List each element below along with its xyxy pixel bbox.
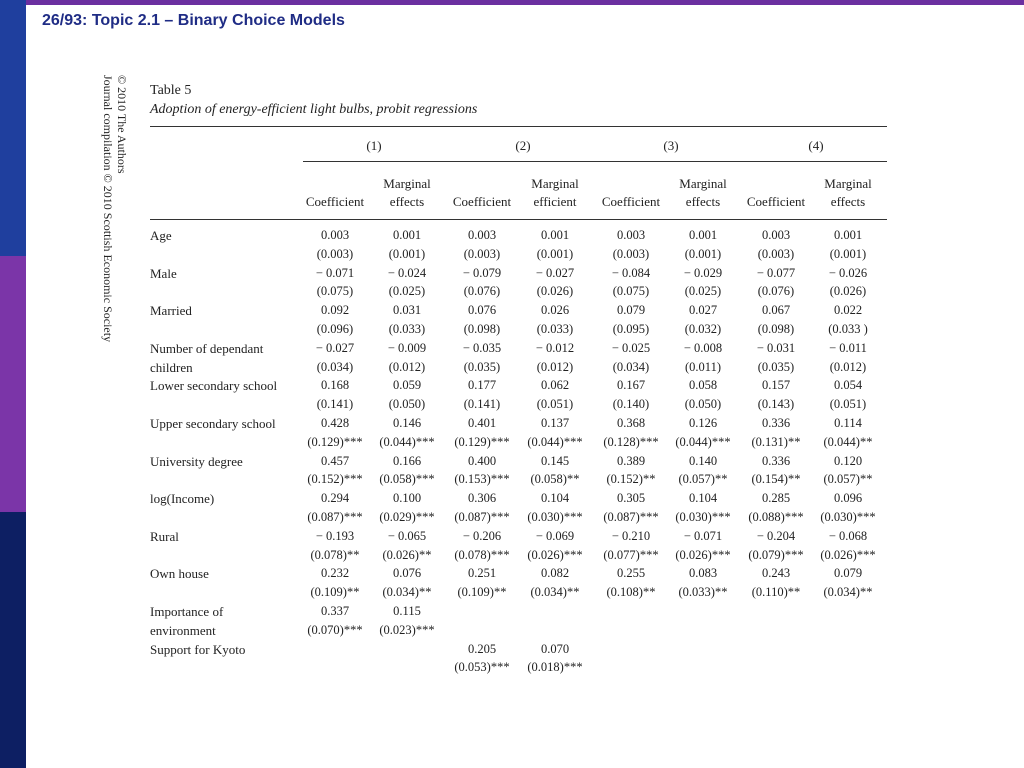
row-label: University degree: [150, 453, 243, 469]
table-cell: 0.336: [761, 453, 791, 468]
table-cell: 0.001: [540, 228, 570, 242]
table-cell: 0.146: [392, 416, 422, 430]
table-cell: (0.026)***: [675, 547, 731, 562]
column-header-rule: [150, 219, 887, 220]
table-cell: − 0.027: [315, 340, 355, 355]
column-header: [663, 175, 743, 211]
table-cell: − 0.025: [611, 340, 651, 355]
table-cell: − 0.065: [387, 528, 427, 543]
model-header-2: (2): [515, 138, 531, 153]
table-cell: (0.035): [757, 359, 795, 374]
table-caption: Adoption of energy-efficient light bulbs, probit regressions: [150, 102, 478, 117]
table-cell: 0.022: [833, 303, 863, 318]
table-cell: − 0.035: [462, 340, 502, 355]
table-cell: 0.096: [833, 491, 863, 506]
table-cell: − 0.029: [683, 265, 723, 280]
table-cell: − 0.068: [828, 528, 868, 543]
table-cell: − 0.206: [462, 528, 502, 543]
table-cell: (0.001): [829, 246, 867, 261]
table-cell: 0.001: [833, 228, 863, 242]
table-cell: − 0.009: [387, 340, 427, 355]
table-cell: (0.030)***: [527, 510, 583, 524]
table-cell: − 0.204: [756, 528, 796, 543]
table-cell: (0.129)***: [307, 434, 363, 449]
column-header-line: effects: [685, 194, 721, 209]
table-cell: (0.128)***: [603, 434, 659, 449]
table-cell: (0.109)**: [457, 585, 507, 600]
table-cell: − 0.026: [828, 265, 868, 280]
table-cell: (0.026): [829, 284, 867, 299]
table-cell: (0.152)**: [606, 472, 656, 487]
row-label: Age: [150, 228, 172, 243]
table-cell: (0.030)***: [820, 510, 876, 524]
table-cell: 0.428: [320, 416, 350, 430]
table-cell: (0.026)***: [820, 547, 876, 562]
table-cell: (0.079)***: [748, 547, 804, 562]
table-cell: (0.070)***: [307, 622, 363, 637]
row-label: Importance of: [150, 604, 224, 619]
table-cell: 0.166: [392, 453, 422, 468]
table-label: Table 5: [150, 83, 192, 98]
table-cell: 0.003: [320, 228, 350, 242]
table-cell: (0.075): [316, 284, 354, 299]
column-header-line: Marginal: [679, 176, 727, 191]
table-cell: (0.033 ): [828, 322, 868, 336]
table-cell: 0.079: [833, 566, 863, 581]
table-cell: (0.003): [612, 246, 650, 261]
table-cell: 0.177: [467, 378, 497, 393]
table-cell: (0.078)***: [454, 547, 510, 562]
table-cell: (0.034)**: [530, 585, 580, 600]
table-cell: (0.057)**: [823, 472, 873, 487]
table-cell: (0.034): [316, 359, 354, 374]
table-cell: (0.078)**: [310, 547, 360, 562]
row-label: Support for Kyoto: [150, 641, 246, 657]
row-label: Married: [150, 303, 192, 319]
column-header: [367, 175, 447, 211]
table-cell: (0.087)***: [307, 510, 363, 524]
table-cell: (0.076): [463, 284, 501, 299]
table-cell: 0.076: [392, 566, 422, 581]
table-cell: 0.306: [467, 491, 497, 506]
row-label: Male: [150, 265, 177, 281]
row-label: Own house: [150, 566, 209, 582]
table-cell: 0.001: [688, 228, 718, 242]
table-cell: (0.012): [536, 359, 574, 374]
rotated-copyright-credit: [101, 75, 129, 375]
table-cell: (0.096): [316, 322, 354, 336]
table-cell: 0.120: [833, 453, 863, 468]
table-cell: − 0.079: [462, 265, 502, 280]
table-cell: (0.154)**: [751, 472, 801, 487]
table-cell: 0.001: [392, 228, 422, 242]
table-cell: (0.095): [612, 322, 650, 336]
table-cell: (0.044)***: [675, 434, 731, 449]
row-label: log(Income): [150, 491, 215, 507]
table-cell: − 0.210: [611, 528, 651, 543]
column-header-line: Coefficient: [305, 194, 365, 209]
row-label: Number of dependant: [150, 340, 264, 356]
table-cell: (0.001): [388, 246, 426, 261]
table-cell: 0.067: [761, 303, 791, 318]
column-header: [295, 193, 375, 211]
table-cell: 0.003: [467, 228, 497, 242]
table-cell: 0.232: [320, 566, 350, 581]
model-header-4: (4): [808, 138, 824, 153]
top-accent-bar: [0, 0, 1024, 5]
table-cell: 0.054: [833, 378, 863, 393]
table-cell: (0.141): [463, 397, 501, 412]
table-cell: 0.104: [688, 491, 718, 506]
column-header: [515, 175, 595, 211]
table-cell: 0.059: [392, 378, 422, 393]
table-cell: (0.057)**: [678, 472, 728, 487]
table-cell: − 0.071: [315, 265, 355, 280]
table-cell: (0.058)**: [530, 472, 580, 487]
table-cell: (0.001): [684, 246, 722, 261]
table-cell: (0.025): [388, 284, 426, 299]
table-cell: − 0.193: [315, 528, 355, 543]
table-cell: (0.033): [536, 322, 574, 336]
model-header-1: (1): [366, 138, 382, 153]
column-header-line: effects: [389, 194, 425, 209]
column-header: [591, 193, 671, 211]
column-header: [736, 193, 816, 211]
table-cell: 0.115: [393, 604, 421, 618]
table-cell: (0.003): [463, 246, 501, 261]
column-header-line: Coefficient: [746, 194, 806, 209]
table-cell: − 0.069: [535, 528, 575, 543]
table-cell: − 0.031: [756, 340, 796, 355]
table-cell: (0.053)***: [454, 660, 510, 675]
table-cell: 0.083: [688, 566, 718, 581]
table-cell: (0.012): [829, 359, 867, 374]
table-cell: (0.108)**: [606, 585, 656, 600]
table-cell: (0.034)**: [382, 585, 432, 600]
table-cell: 0.058: [688, 378, 718, 393]
slide-title: 26/93: Topic 2.1 – Binary Choice Models: [42, 12, 345, 29]
table-cell: 0.401: [467, 416, 497, 430]
table-cell: (0.143): [757, 397, 795, 412]
table-cell: (0.033)**: [678, 585, 728, 600]
credit-line-1: © 2010 The Authors: [115, 75, 129, 174]
model-header-rule: [303, 161, 887, 162]
table-cell: (0.003): [316, 246, 354, 261]
table-cell: (0.034)**: [823, 585, 873, 600]
column-header: [442, 193, 522, 211]
table-cell: 0.092: [320, 303, 350, 318]
row-label: Lower secondary school: [150, 378, 278, 394]
table-cell: (0.152)***: [307, 472, 363, 487]
column-header-line: Marginal: [531, 176, 579, 191]
table-cell: (0.026): [536, 284, 574, 299]
table-cell: 0.255: [616, 566, 646, 581]
row-label: environment: [150, 622, 216, 638]
row-label: Rural: [150, 528, 179, 544]
table-cell: 0.026: [540, 303, 570, 318]
model-header-3: (3): [663, 138, 679, 153]
table-cell: (0.087)***: [454, 510, 510, 524]
table-cell: − 0.071: [683, 528, 723, 543]
row-label: children: [150, 359, 193, 375]
table-cell: (0.029)***: [379, 510, 435, 524]
column-header-line: Coefficient: [601, 194, 661, 209]
table-cell: 0.114: [834, 416, 862, 430]
table-cell: (0.044)***: [527, 434, 583, 449]
column-header-line: Coefficient: [452, 194, 512, 209]
table-cell: (0.011): [685, 359, 721, 374]
table-cell: (0.140): [612, 397, 650, 412]
table-cell: (0.098): [463, 322, 501, 336]
sidebar-purple-segment: [0, 256, 26, 512]
table-cell: (0.051): [829, 397, 867, 412]
table-cell: (0.088)***: [748, 510, 804, 524]
column-header-line: effects: [830, 194, 866, 209]
table-cell: 0.167: [616, 378, 646, 393]
sidebar-navy-segment: [0, 512, 26, 768]
table-cell: 0.205: [467, 641, 497, 656]
table-cell: − 0.024: [387, 265, 427, 280]
table-cell: 0.336: [761, 416, 791, 430]
table-cell: 0.082: [540, 566, 570, 581]
table-cell: 0.003: [761, 228, 791, 242]
table-cell: (0.032): [684, 322, 722, 336]
table-cell: 0.126: [688, 416, 718, 430]
table-cell: 0.389: [616, 453, 646, 468]
sidebar-blue-segment: [0, 0, 26, 256]
table-cell: (0.075): [612, 284, 650, 299]
table-cell: (0.044)***: [379, 434, 435, 449]
table-cell: (0.131)**: [751, 434, 801, 449]
table-cell: 0.137: [540, 416, 570, 430]
table-cell: 0.168: [320, 378, 350, 393]
table-cell: (0.018)***: [527, 660, 583, 675]
table-cell: 0.400: [467, 453, 497, 468]
table-cell: (0.051): [536, 397, 574, 412]
table-cell: (0.001): [536, 246, 574, 261]
table-cell: 0.027: [688, 303, 718, 318]
table-cell: 0.243: [761, 566, 791, 581]
table-cell: (0.098): [757, 322, 795, 336]
table-cell: − 0.008: [683, 340, 723, 355]
left-decorative-sidebar: [0, 0, 26, 768]
column-header-line: Marginal: [383, 176, 431, 191]
table-cell: 0.145: [540, 453, 570, 468]
table-cell: (0.023)***: [379, 622, 435, 637]
column-header: [808, 175, 888, 211]
table-cell: (0.034): [612, 359, 650, 374]
table-cell: 0.294: [320, 491, 350, 506]
row-label: Upper secondary school: [150, 416, 276, 431]
table-cell: − 0.077: [756, 265, 796, 280]
table-cell: (0.050): [684, 397, 722, 412]
table-cell: 0.368: [616, 416, 646, 430]
column-header-line: efficient: [533, 194, 577, 209]
table-cell: (0.044)**: [823, 434, 873, 449]
table-cell: (0.077)***: [603, 547, 659, 562]
table-cell: 0.062: [540, 378, 570, 393]
table-cell: (0.026)**: [382, 547, 432, 562]
table-cell: 0.140: [688, 453, 718, 468]
table-cell: 0.031: [392, 303, 422, 318]
table-cell: (0.087)***: [603, 510, 659, 524]
table-cell: (0.076): [757, 284, 795, 299]
table-cell: 0.104: [540, 491, 570, 506]
table-cell: 0.100: [392, 491, 422, 506]
table-cell: (0.110)**: [751, 585, 801, 600]
table-cell: 0.076: [467, 303, 497, 318]
table-cell: 0.157: [761, 378, 791, 393]
table-cell: (0.003): [757, 246, 795, 261]
table-cell: (0.030)***: [675, 510, 731, 524]
table-cell: 0.251: [467, 566, 497, 581]
table-cell: (0.035): [463, 359, 501, 374]
table-cell: − 0.011: [829, 340, 867, 355]
table-cell: 0.285: [761, 491, 791, 506]
table-cell: − 0.027: [535, 265, 575, 280]
table-cell: − 0.084: [611, 265, 651, 280]
table-cell: (0.109)**: [310, 585, 360, 600]
table-cell: (0.129)***: [454, 434, 510, 449]
credit-line-2: Journal compilation © 2010 Scottish Economic Society: [101, 75, 115, 343]
table-cell: 0.457: [320, 453, 350, 468]
table-cell: 0.305: [616, 491, 646, 506]
table-cell: (0.050): [388, 397, 426, 412]
table-cell: (0.025): [684, 284, 722, 299]
table-cell: 0.337: [320, 604, 350, 618]
table-cell: (0.058)***: [379, 472, 435, 487]
table-top-rule: [150, 126, 887, 127]
table-cell: 0.070: [540, 641, 570, 656]
column-header-line: Marginal: [824, 176, 872, 191]
table-cell: 0.003: [616, 228, 646, 242]
table-cell: (0.033): [388, 322, 426, 336]
table-cell: (0.153)***: [454, 472, 510, 487]
table-cell: (0.141): [316, 397, 354, 412]
table-cell: 0.079: [616, 303, 646, 318]
table-cell: − 0.012: [535, 340, 575, 355]
table-cell: (0.012): [388, 359, 426, 374]
table-cell: (0.026)***: [527, 547, 583, 562]
